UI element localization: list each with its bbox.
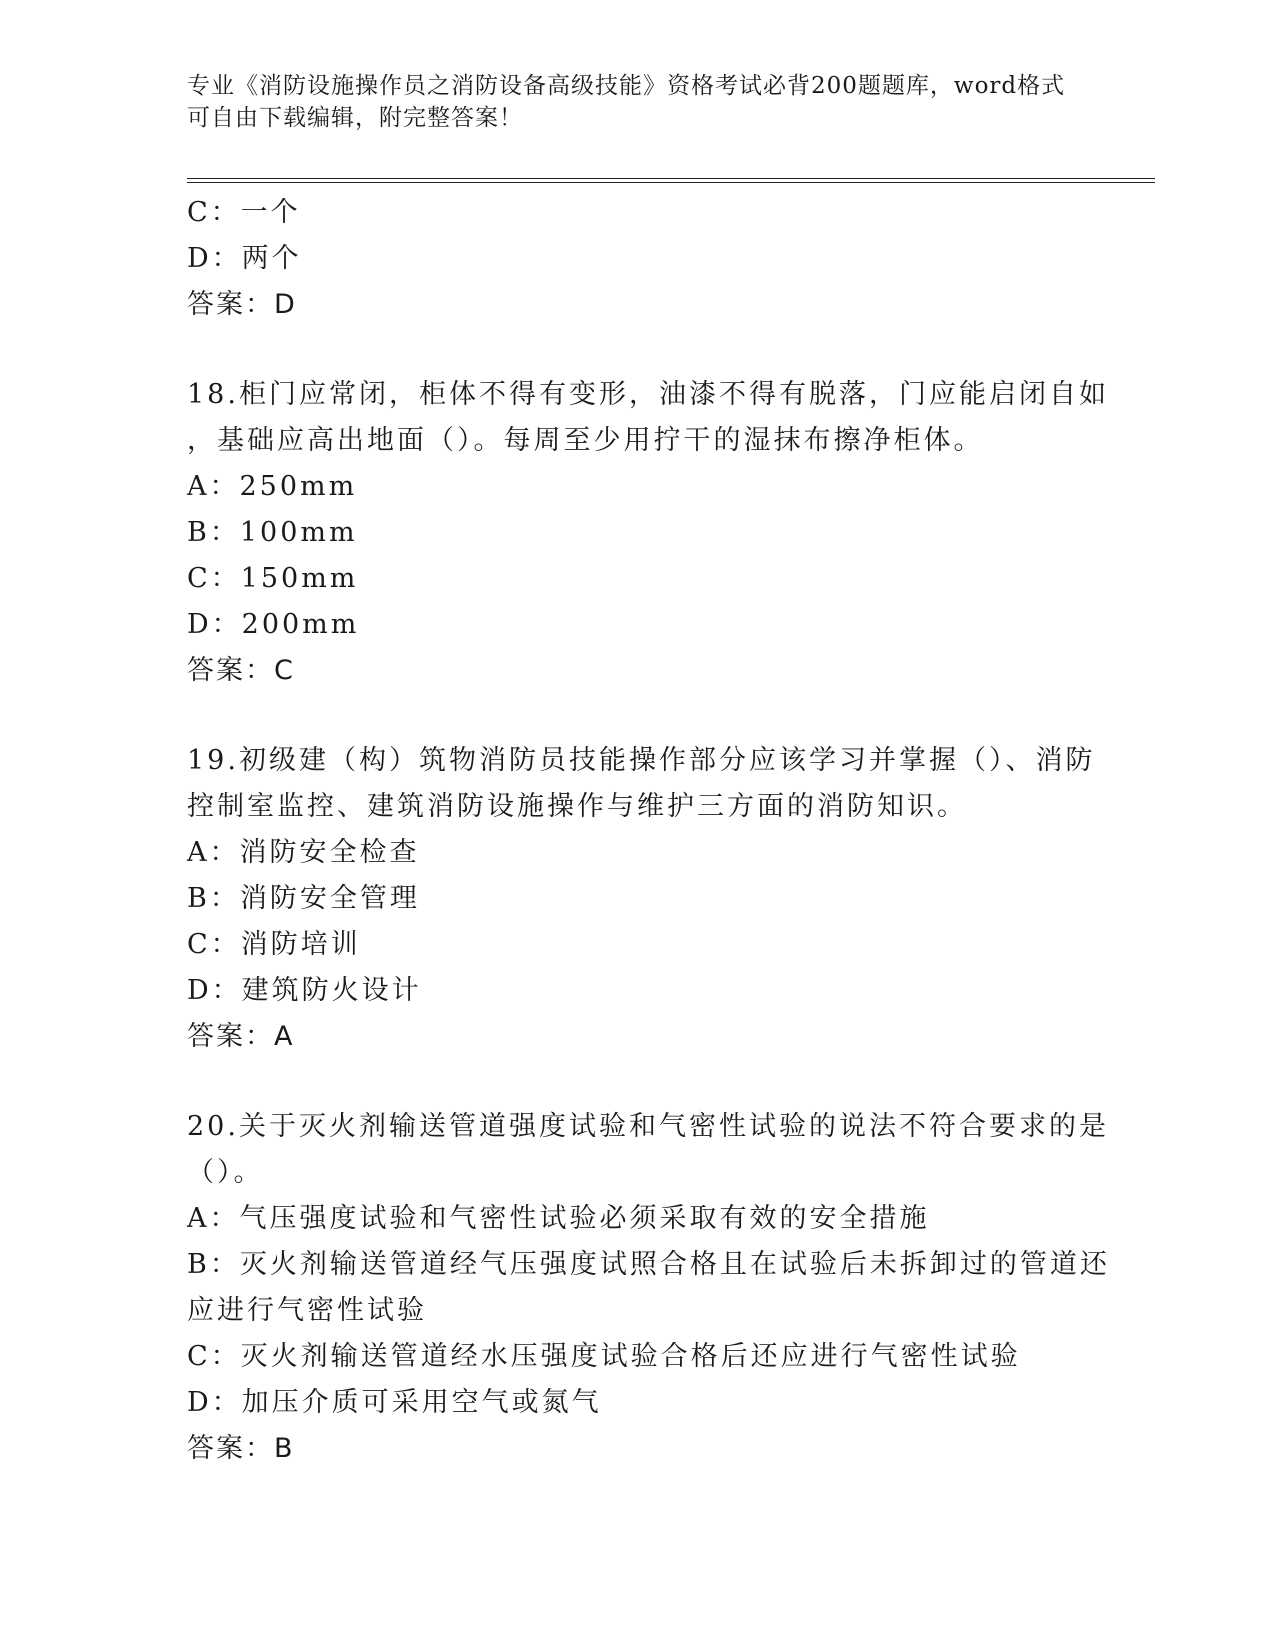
option-c: C：150mm <box>187 563 359 594</box>
option-a: A：250mm <box>187 471 358 502</box>
answer-line: 答案：D <box>187 289 297 320</box>
document-header <box>187 70 1067 134</box>
option-d: D：加压介质可采用空气或氮气 <box>187 1387 602 1418</box>
option-a: A：气压强度试验和气密性试验必须采取有效的安全措施 <box>187 1203 930 1234</box>
question-stem-line-1: 18.柜门应常闭，柜体不得有变形，油漆不得有脱落，门应能启闭自如 <box>187 379 1109 410</box>
question-19 <box>187 738 1096 1060</box>
spacer <box>187 1060 1087 1104</box>
question-20 <box>187 1104 1110 1472</box>
question-stem-line-2: ，基础应高出地面（）。每周至少用拧干的湿抹布擦净柜体。 <box>187 425 984 456</box>
question-stem-line-2: 控制室监控、建筑消防设施操作与维护三方面的消防知识。 <box>187 791 967 822</box>
header-text: 专业《消防设施操作员之消防设备高级技能》资格考试必背200题题库，word格式可自由下载编辑，附完整答案！ <box>187 73 1066 131</box>
option-c: C：消防培训 <box>187 929 361 960</box>
question-stem-line-1: 19.初级建（构）筑物消防员技能操作部分应该学习并掌握（）、消防 <box>187 745 1096 776</box>
question-stem-line-1: 20.关于灭火剂输送管道强度试验和气密性试验的说法不符合要求的是 <box>187 1111 1109 1142</box>
previous-question-tail <box>187 190 1087 328</box>
option-b: B：100mm <box>187 517 358 548</box>
spacer <box>187 694 1087 738</box>
option-d: D：200mm <box>187 609 360 640</box>
option-b: B：灭火剂输送管道经气压强度试照合格且在试验后未拆卸过的管道还 <box>187 1249 1110 1280</box>
option-b: B：消防安全管理 <box>187 883 420 914</box>
header-divider-top <box>187 178 1155 179</box>
header-divider-bottom <box>187 182 1155 183</box>
option-d: D：两个 <box>187 243 302 274</box>
question-stem-line-2: （）。 <box>187 1157 264 1188</box>
option-c: C：一个 <box>187 197 301 228</box>
spacer <box>187 328 1087 372</box>
option-d: D：建筑防火设计 <box>187 975 422 1006</box>
option-b-continued: 应进行气密性试验 <box>187 1295 427 1326</box>
question-list <box>187 190 1110 1472</box>
answer-line: 答案：B <box>187 1433 295 1464</box>
answer-line: 答案：C <box>187 655 295 686</box>
option-a: A：消防安全检查 <box>187 837 420 868</box>
answer-line: 答案：A <box>187 1021 295 1052</box>
option-c: C：灭火剂输送管道经水压强度试验合格后还应进行气密性试验 <box>187 1341 1021 1372</box>
question-18 <box>187 372 1109 694</box>
